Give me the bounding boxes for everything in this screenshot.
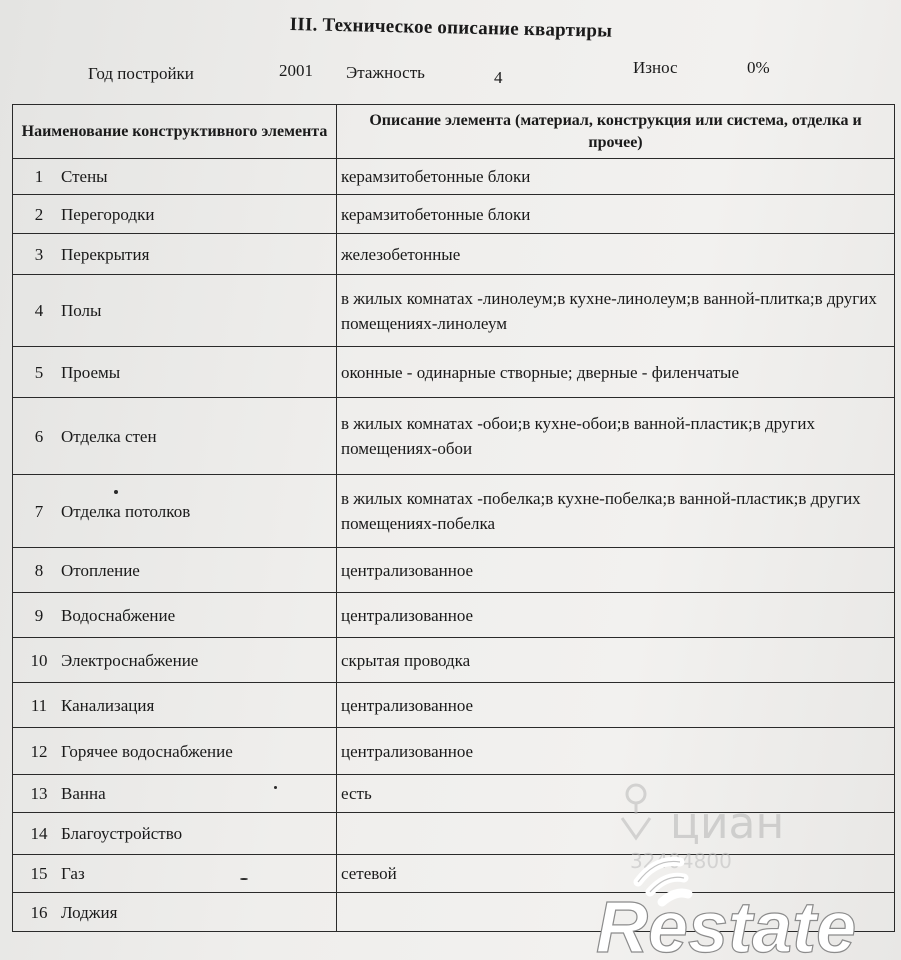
element-name-cell (13, 893, 337, 932)
element-name-cell (13, 728, 337, 775)
row-number: 6 (34, 426, 44, 446)
element-name: Отопление (61, 560, 140, 580)
element-name: Отделка потолков (61, 501, 191, 521)
element-description: керамзитобетонные блоки (337, 195, 895, 234)
element-name-cell (13, 159, 337, 195)
element-name: Полы (61, 301, 102, 320)
header-element-description: Описание элемента (материал, конструкция или система, отделка и прочее) (337, 105, 895, 159)
element-name-cell (13, 548, 337, 593)
row-number: 3 (34, 244, 44, 264)
element-name: Электроснабжение (61, 650, 199, 670)
element-description: скрытая проводка (337, 638, 895, 683)
row-number: 8 (34, 560, 44, 580)
table-row (13, 593, 895, 638)
table-row (13, 475, 895, 548)
element-name: Лоджия (61, 902, 118, 922)
table-row (13, 234, 895, 275)
element-name: Стены (61, 167, 108, 186)
table-row (13, 728, 895, 775)
element-name-cell (13, 775, 337, 813)
element-name-cell (13, 593, 337, 638)
row-number: 5 (34, 362, 44, 382)
table-row (13, 347, 895, 398)
ink-speck (114, 490, 118, 494)
document-title: III. Техническое описание квартиры (289, 14, 613, 42)
row-number: 15 (30, 864, 48, 883)
element-name-cell (13, 195, 337, 234)
floors-label: Этажность (346, 63, 425, 82)
element-name-cell (13, 234, 337, 275)
element-name: Горячее водоснабжение (61, 741, 233, 761)
element-name: Ванна (61, 784, 106, 803)
table-row (13, 638, 895, 683)
ink-speck (274, 786, 277, 789)
element-description: в жилых комнатах -обои;в кухне-обои;в ванной-пластик;в других помещениях-обои (337, 398, 895, 475)
row-number: 12 (30, 741, 48, 761)
element-name: Перекрытия (61, 244, 150, 264)
element-name: Водоснабжение (61, 605, 176, 625)
element-name: Газ (61, 864, 85, 883)
wear-label: Износ (633, 58, 678, 77)
table-row (13, 195, 895, 234)
table-header-row (13, 105, 895, 159)
table-row (13, 275, 895, 347)
element-name-cell (13, 638, 337, 683)
floors-value: 4 (494, 68, 503, 87)
row-number: 11 (30, 695, 48, 715)
year-value: 2001 (279, 61, 313, 80)
restate-text: Restate (596, 888, 857, 960)
element-name-cell (13, 813, 337, 855)
row-number: 13 (30, 784, 48, 803)
table-row (13, 683, 895, 728)
table-row (13, 159, 895, 195)
element-description: централизованное (337, 683, 895, 728)
element-name: Канализация (61, 695, 155, 715)
cian-id: 32404800 (630, 849, 732, 873)
element-description: централизованное (337, 548, 895, 593)
element-name-cell (13, 475, 337, 548)
element-name: Перегородки (61, 204, 155, 224)
element-description: централизованное (337, 728, 895, 775)
element-name-cell (13, 398, 337, 475)
row-number: 9 (34, 605, 44, 625)
row-number: 16 (30, 902, 48, 922)
element-description: оконные - одинарные створные; дверные - филенчатые (337, 347, 895, 398)
ink-speck (240, 878, 248, 880)
row-number: 1 (34, 167, 44, 186)
element-name: Проемы (61, 362, 121, 382)
element-description: в жилых комнатах -линолеум;в кухне-линолеум;в ванной-плитка;в других помещениях-линолеум (337, 275, 895, 347)
element-description: есть (337, 775, 895, 813)
wear-value: 0% (747, 58, 770, 77)
element-name: Отделка стен (61, 426, 157, 446)
element-description: железобетонные (337, 234, 895, 275)
row-number: 10 (30, 650, 48, 670)
header-element-name: Наименование конструктивного элемента (13, 105, 337, 159)
row-number: 2 (34, 204, 44, 224)
element-name: Благоустройство (61, 824, 183, 843)
row-number: 14 (30, 824, 48, 843)
row-number: 7 (34, 501, 44, 521)
table-row (13, 398, 895, 475)
year-label: Год постройки (88, 64, 194, 83)
element-description: централизованное (337, 593, 895, 638)
element-name-cell (13, 683, 337, 728)
element-description: керамзитобетонные блоки (337, 159, 895, 195)
element-name-cell (13, 275, 337, 347)
row-number: 4 (34, 301, 44, 320)
table-row (13, 548, 895, 593)
restate-logo (594, 852, 901, 960)
element-description: сетевой (337, 855, 895, 893)
element-name-cell (13, 855, 337, 893)
element-name-cell (13, 347, 337, 398)
element-description: в жилых комнатах -побелка;в кухне-побелка;в ванной-пластик;в других помещениях-побелка (337, 475, 895, 548)
cian-text: циан (670, 798, 785, 849)
